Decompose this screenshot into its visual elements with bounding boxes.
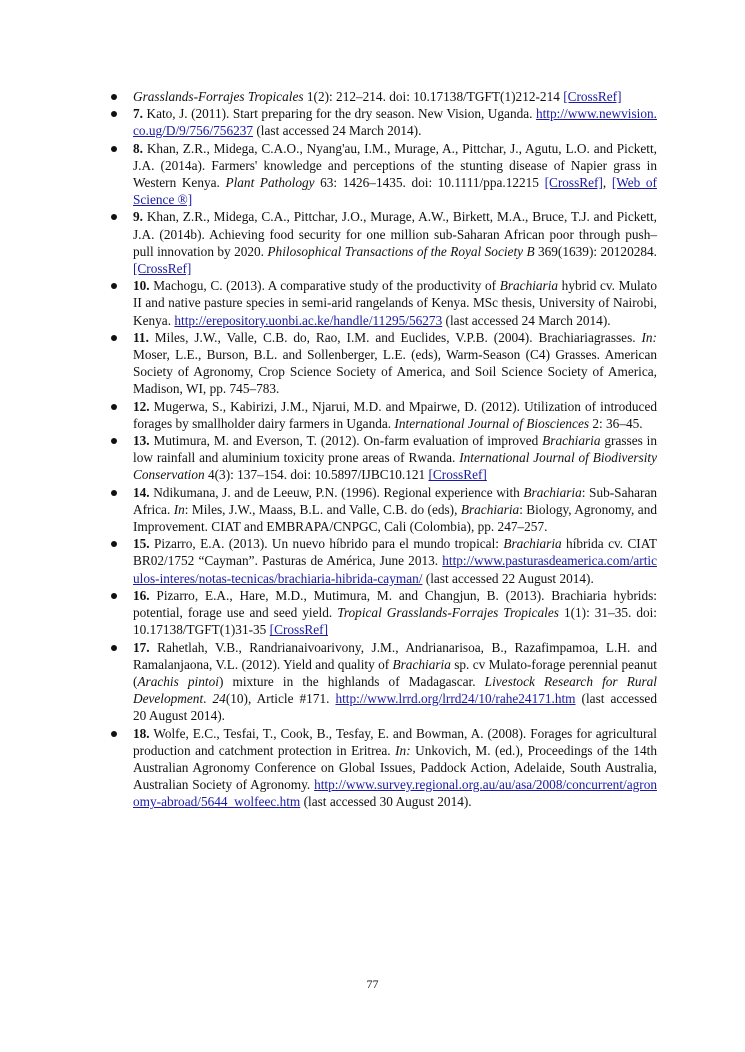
reference-italic: Livestock Research for Rural Development — [133, 673, 657, 707]
reference-italic: Plant Pathology — [225, 175, 315, 191]
reference-text: Mutimura, M. and Everson, T. (2012). On-farm evaluation of improved — [149, 433, 543, 449]
reference-text: Moser, L.E., Burson, B.L. and Sollenberger, L.E. (eds), Warm-Season (C4) Grasses. American Society of Agronomy, Crop Science Society of America, and Soil Science Society of America, Madison, WI, pp. 745–783. — [133, 347, 657, 397]
reference-text: Wolfe, E.C., Tesfai, T., Cook, B., Tesfay, E. and Bowman, A. (2008). Forages for agricultural production and catchment protection in Eritrea. — [133, 725, 657, 758]
bullet-icon — [111, 214, 117, 220]
reference-number: 17. — [133, 639, 150, 655]
reference-item — [133, 88, 657, 105]
reference-number: 12. — [133, 398, 150, 414]
reference-number: 15. — [133, 536, 150, 552]
reference-italic: International Journal of Biodiversity Conservation — [133, 450, 657, 483]
reference-item — [133, 277, 657, 329]
reference-text: Kato, J. (2011). Start preparing for the dry season. New Vision, Uganda. — [142, 106, 536, 122]
reference-italic: Brachiaria — [460, 501, 520, 517]
reference-text: 4(3): 137–154. doi: 10.5897/IJBC10.121 — [204, 467, 429, 483]
reference-number: 9. — [133, 209, 143, 225]
reference-text: : Sub-Saharan Africa. — [133, 484, 658, 517]
crossref-link[interactable]: [CrossRef] — [133, 261, 192, 277]
bullet-icon — [111, 438, 117, 444]
reference-access-note: (last accessed 20 August 2014). — [133, 691, 657, 724]
reference-item — [133, 329, 657, 398]
bullet-icon — [111, 335, 117, 341]
reference-item — [133, 587, 657, 639]
reference-text: Miles, J.W., Valle, C.B. do, Rao, I.M. and Euclides, V.P.B. (2004). Brachiariagrasses. — [148, 329, 642, 345]
reference-text: 2: 36–45. — [589, 415, 643, 431]
crossref-link[interactable]: [CrossRef] — [544, 175, 603, 191]
reference-access-note: (last accessed 30 August 2014). — [300, 794, 472, 810]
reference-text: . — [203, 691, 213, 707]
reference-italic: Brachiaria — [523, 484, 582, 500]
bullet-icon — [111, 146, 117, 152]
reference-text: Rahetlah, V.B., Randrianaivoarivony, J.M., Andrianarisoa, B., Razafimpamoa, L.H. and Ramalanjaona, V.L. (2012). Yield and quality of — [133, 639, 657, 672]
reference-text: 63: 1426–1435. doi: 10.1111/ppa.12215 — [314, 175, 545, 191]
bullet-icon — [111, 283, 117, 289]
reference-italic: Arachis pintoi — [137, 673, 219, 689]
crossref-link[interactable]: [CrossRef] — [428, 467, 487, 483]
reference-italic: Brachiaria — [392, 656, 451, 672]
reference-number: 14. — [133, 484, 150, 500]
crossref-link[interactable]: [CrossRef] — [563, 89, 622, 104]
bullet-icon — [111, 111, 117, 117]
reference-italic: Grasslands-Forrajes Tropicales — [133, 89, 304, 104]
reference-text: sp. cv Mulato-forage perennial peanut ( — [133, 656, 657, 689]
reference-italic: Philosophical Transactions of the Royal Society B — [267, 243, 535, 259]
reference-text: grasses in low rainfall and aluminium toxicity prone areas of Rwanda. — [133, 433, 657, 466]
reference-italic: International Journal of Biosciences — [394, 415, 590, 431]
reference-italic: 24 — [212, 691, 226, 707]
reference-item — [133, 535, 657, 587]
reference-text: : Miles, J.W., Maass, B.L. and Valle, C.B. do (eds), — [184, 501, 461, 517]
reference-number: 16. — [133, 587, 150, 603]
reference-text: 369(1639): 20120284. — [534, 243, 657, 259]
reference-text: hybrid cv. Mulato II and native pasture species in semi-arid rangelands of Kenya. MSc thesis, University of Nairobi, Kenya. — [133, 278, 657, 328]
reference-text: Machogu, C. (2013). A comparative study of the productivity of — [149, 278, 500, 294]
reference-italic: Brachiaria — [499, 278, 559, 294]
web-of-science-link[interactable]: [Web of Science ®] — [133, 175, 657, 208]
reference-italic: Brachiaria — [542, 433, 601, 449]
reference-italic: In — [173, 501, 185, 517]
bullet-icon — [111, 541, 117, 547]
reference-url-link[interactable]: http://www.newvision.co.ug/D/9/756/756237 — [133, 106, 657, 139]
reference-item — [133, 432, 657, 484]
reference-text: (10), Article #171. — [225, 691, 336, 707]
reference-italic: In: — [641, 329, 657, 345]
reference-list — [133, 88, 657, 811]
link-separator: , — [602, 175, 612, 191]
reference-text: 1(2): 212–214. doi: 10.17138/TGFT(1)212-214 — [303, 89, 564, 104]
reference-text: híbrida cv. CIAT BR02/1752 “Cayman”. Pasturas de América, June 2013. — [133, 536, 657, 569]
bullet-icon — [111, 94, 117, 100]
reference-number: 10. — [133, 278, 150, 294]
reference-number: 8. — [133, 140, 143, 156]
reference-text: Pizarro, E.A., Hare, M.D., Mutimura, M. and Changjun, B. (2013). Brachiaria hybrids: potential, forage use and seed yield. — [133, 587, 657, 621]
reference-item — [133, 140, 657, 209]
reference-text: Ndikumana, J. and de Leeuw, P.N. (1996). Regional experience with — [149, 484, 524, 500]
reference-access-note: (last accessed 24 March 2014). — [442, 312, 611, 328]
bullet-icon — [111, 731, 117, 737]
reference-text: Khan, Z.R., Midega, C.A.O., Nyang'au, I.M., Murage, A., Pittchar, J., Agutu, L.O. and Pickett, J.A. (2014a). Farmers' knowledge and perceptions of the stunting disease of Napier grass in Western Kenya. — [133, 140, 657, 191]
reference-text: : Biology, Agronomy, and Improvement. CIAT and EMBRAPA/CNPGC, Cali (Colombia), pp. 247–257. — [133, 501, 657, 535]
reference-italic: In: — [395, 742, 411, 758]
bullet-icon — [111, 645, 117, 651]
bullet-icon — [111, 404, 117, 410]
reference-number: 7. — [133, 106, 143, 122]
reference-number: 18. — [133, 725, 150, 741]
reference-item — [133, 725, 657, 811]
reference-item — [133, 398, 657, 432]
reference-text: ) mixture in the highlands of Madagascar. — [218, 673, 485, 689]
page-number: 77 — [366, 977, 379, 991]
reference-item — [133, 484, 657, 536]
reference-item — [133, 105, 657, 139]
reference-number: 13. — [133, 433, 150, 449]
reference-item — [133, 208, 657, 277]
reference-item — [133, 639, 657, 725]
bullet-icon — [111, 490, 117, 496]
reference-text: Khan, Z.R., Midega, C.A., Pittchar, J.O., Murage, A.W., Birkett, M.A., Bruce, T.J. and Pickett, J.A. (2014b). Achieving food security for one million sub-Saharan African poor through push–pull innovation by 2020. — [133, 209, 657, 259]
reference-access-note: (last accessed 22 August 2014). — [422, 570, 594, 586]
reference-text: Pizarro, E.A. (2013). Un nuevo híbrido para el mundo tropical: — [149, 536, 504, 552]
reference-text: Mugerwa, S., Kabirizi, J.M., Njarui, M.D. and Mpairwe, D. (2012). Utilization of introduced forages by smallholder dairy farmers in Uganda. — [133, 398, 657, 431]
reference-access-note: (last accessed 24 March 2014). — [253, 123, 422, 139]
reference-url-link[interactable]: http://www.lrrd.org/lrrd24/10/rahe24171.htm — [335, 691, 576, 707]
reference-text: 1(1): 31–35. doi: 10.17138/TGFT(1)31-35 — [133, 605, 658, 638]
reference-url-link[interactable]: http://erepository.uonbi.ac.ke/handle/11295/56273 — [174, 312, 443, 328]
reference-url-link[interactable]: http://www.pasturasdeamerica.com/articulos-interes/notas-tecnicas/brachiaria-hibrida-cayman/ — [133, 553, 657, 586]
reference-italic: Brachiaria — [503, 536, 562, 552]
bullet-icon — [111, 593, 117, 599]
crossref-link[interactable]: [CrossRef] — [269, 622, 329, 638]
reference-italic: Tropical Grasslands-Forrajes Tropicales — [337, 605, 559, 621]
reference-text: Unkovich, M. (ed.), Proceedings of the 14th Australian Agronomy Conference on Global Issues, Paddock Action, Adelaide, South Australia, Australian Society of Agronomy. — [133, 742, 657, 793]
reference-number: 11. — [133, 329, 149, 345]
reference-url-link[interactable]: http://www.survey.regional.org.au/au/asa/2008/concurrent/agronomy-abroad/5644_wolfeec.htm — [133, 777, 657, 810]
